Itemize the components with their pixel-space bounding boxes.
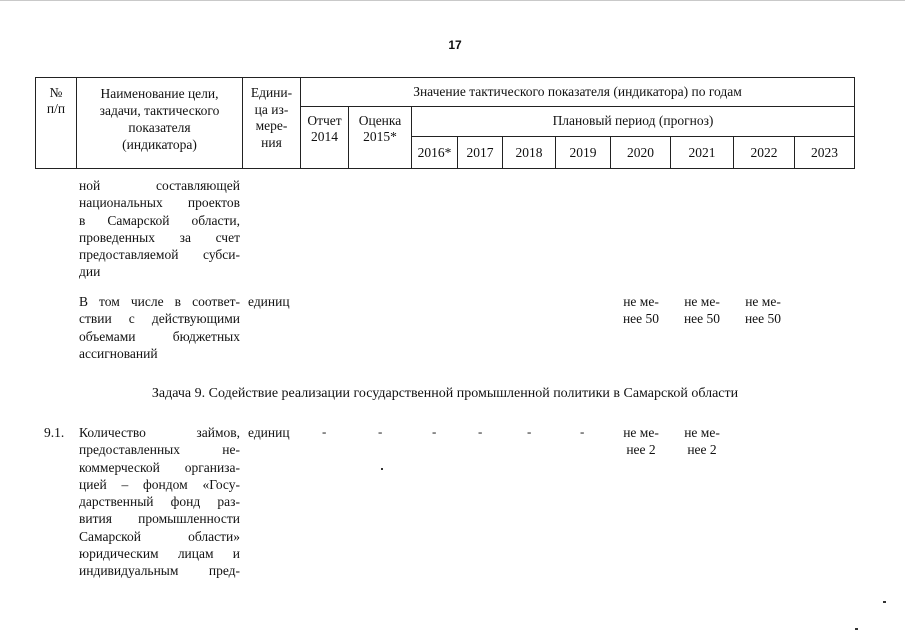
name-line: предоставленных не- xyxy=(79,442,240,458)
name-line: предоставляемой субси- xyxy=(79,247,240,263)
header-num: № п/п xyxy=(46,85,66,116)
name-line: ной составляющей xyxy=(79,178,240,193)
subitem-row-name xyxy=(79,293,240,362)
row-9-1-value-2018: - xyxy=(527,424,532,439)
name-line: индивидуальным пред- xyxy=(79,563,240,579)
header-top-border xyxy=(35,77,854,78)
row-9-1-value-2017: - xyxy=(478,424,483,439)
task-9-title: Задача 9. Содействие реализации государственной промышленной политики в Самарской области xyxy=(151,386,739,401)
subitem-row-value-2021: не ме- нее 50 xyxy=(622,294,660,327)
header-values-title: Значение тактического показателя (индикатора) по годам xyxy=(413,84,742,99)
row-9-1-value-2019: - xyxy=(580,424,585,439)
name-line: коммерческой организа- xyxy=(79,459,240,475)
name-line: ствии с действующими xyxy=(79,311,240,327)
name-line: ассигнований xyxy=(79,345,158,361)
name-line: дарственный фонд раз- xyxy=(79,494,240,510)
header-estimate: Оценка 2015* xyxy=(358,113,402,144)
row-9-1-value-2016: - xyxy=(432,424,437,439)
name-line: Количество займов, xyxy=(79,425,240,440)
header-year-2021: 2021 xyxy=(688,145,716,160)
subitem-row-value-2022: не ме- нее 50 xyxy=(683,294,721,327)
header-plan-divider xyxy=(411,136,854,137)
scan-speck xyxy=(883,601,886,603)
row-9-1-value-2014: - xyxy=(322,424,327,439)
header-year-2023: 2023 xyxy=(811,145,838,160)
scan-speck xyxy=(855,628,858,630)
header-year-2022: 2022 xyxy=(750,145,778,160)
scan-edge-line xyxy=(0,0,905,1)
header-year-2019: 2019 xyxy=(569,145,597,160)
row-9-1-unit: единиц xyxy=(248,425,290,440)
name-line: вития промышленности xyxy=(79,511,240,527)
header-year-2017: 2017 xyxy=(466,145,494,160)
header-year-2020: 2020 xyxy=(627,145,654,160)
name-line: юридическим лицам и xyxy=(79,546,240,562)
subitem-row-unit: единиц xyxy=(248,294,290,309)
name-line: цией – фондом «Госу- xyxy=(79,476,240,492)
header-values-divider xyxy=(300,106,854,107)
scan-speck xyxy=(381,468,383,470)
row-9-1-value-2021: не ме- нее 2 xyxy=(623,425,659,458)
row-9-1-value-2015: - xyxy=(378,424,383,439)
page-number: 17 xyxy=(448,38,462,52)
name-line: дии xyxy=(79,264,101,280)
header-name: Наименование цели, задачи, тактического показателя (индикатора) xyxy=(99,86,220,152)
name-line: национальных проектов xyxy=(79,195,240,211)
header-year-2016: 2016* xyxy=(417,145,452,160)
header-year-2018: 2018 xyxy=(515,145,543,160)
name-line: В том числе в соответ- xyxy=(79,294,240,309)
header-right-border xyxy=(854,77,855,169)
header-unit: Едини- ца из- мере- ния xyxy=(250,85,293,150)
name-line: объемами бюджетных xyxy=(79,328,240,344)
name-line: в Самарской области, xyxy=(79,212,240,228)
row-9-1-number: 9.1. xyxy=(44,425,65,440)
header-plan-title: Плановый период (прогноз) xyxy=(552,113,714,128)
name-line: Самарской области» xyxy=(79,528,240,544)
continued-row-name xyxy=(79,177,240,281)
header-bottom-border xyxy=(35,168,854,169)
row-9-1-name xyxy=(79,424,240,580)
name-line: проведенных за счет xyxy=(79,229,240,245)
row-9-1-value-2022: не ме- нее 2 xyxy=(684,425,720,458)
header-report: Отчет 2014 xyxy=(307,113,342,144)
subitem-row-value-2023: не ме- нее 50 xyxy=(744,294,782,327)
